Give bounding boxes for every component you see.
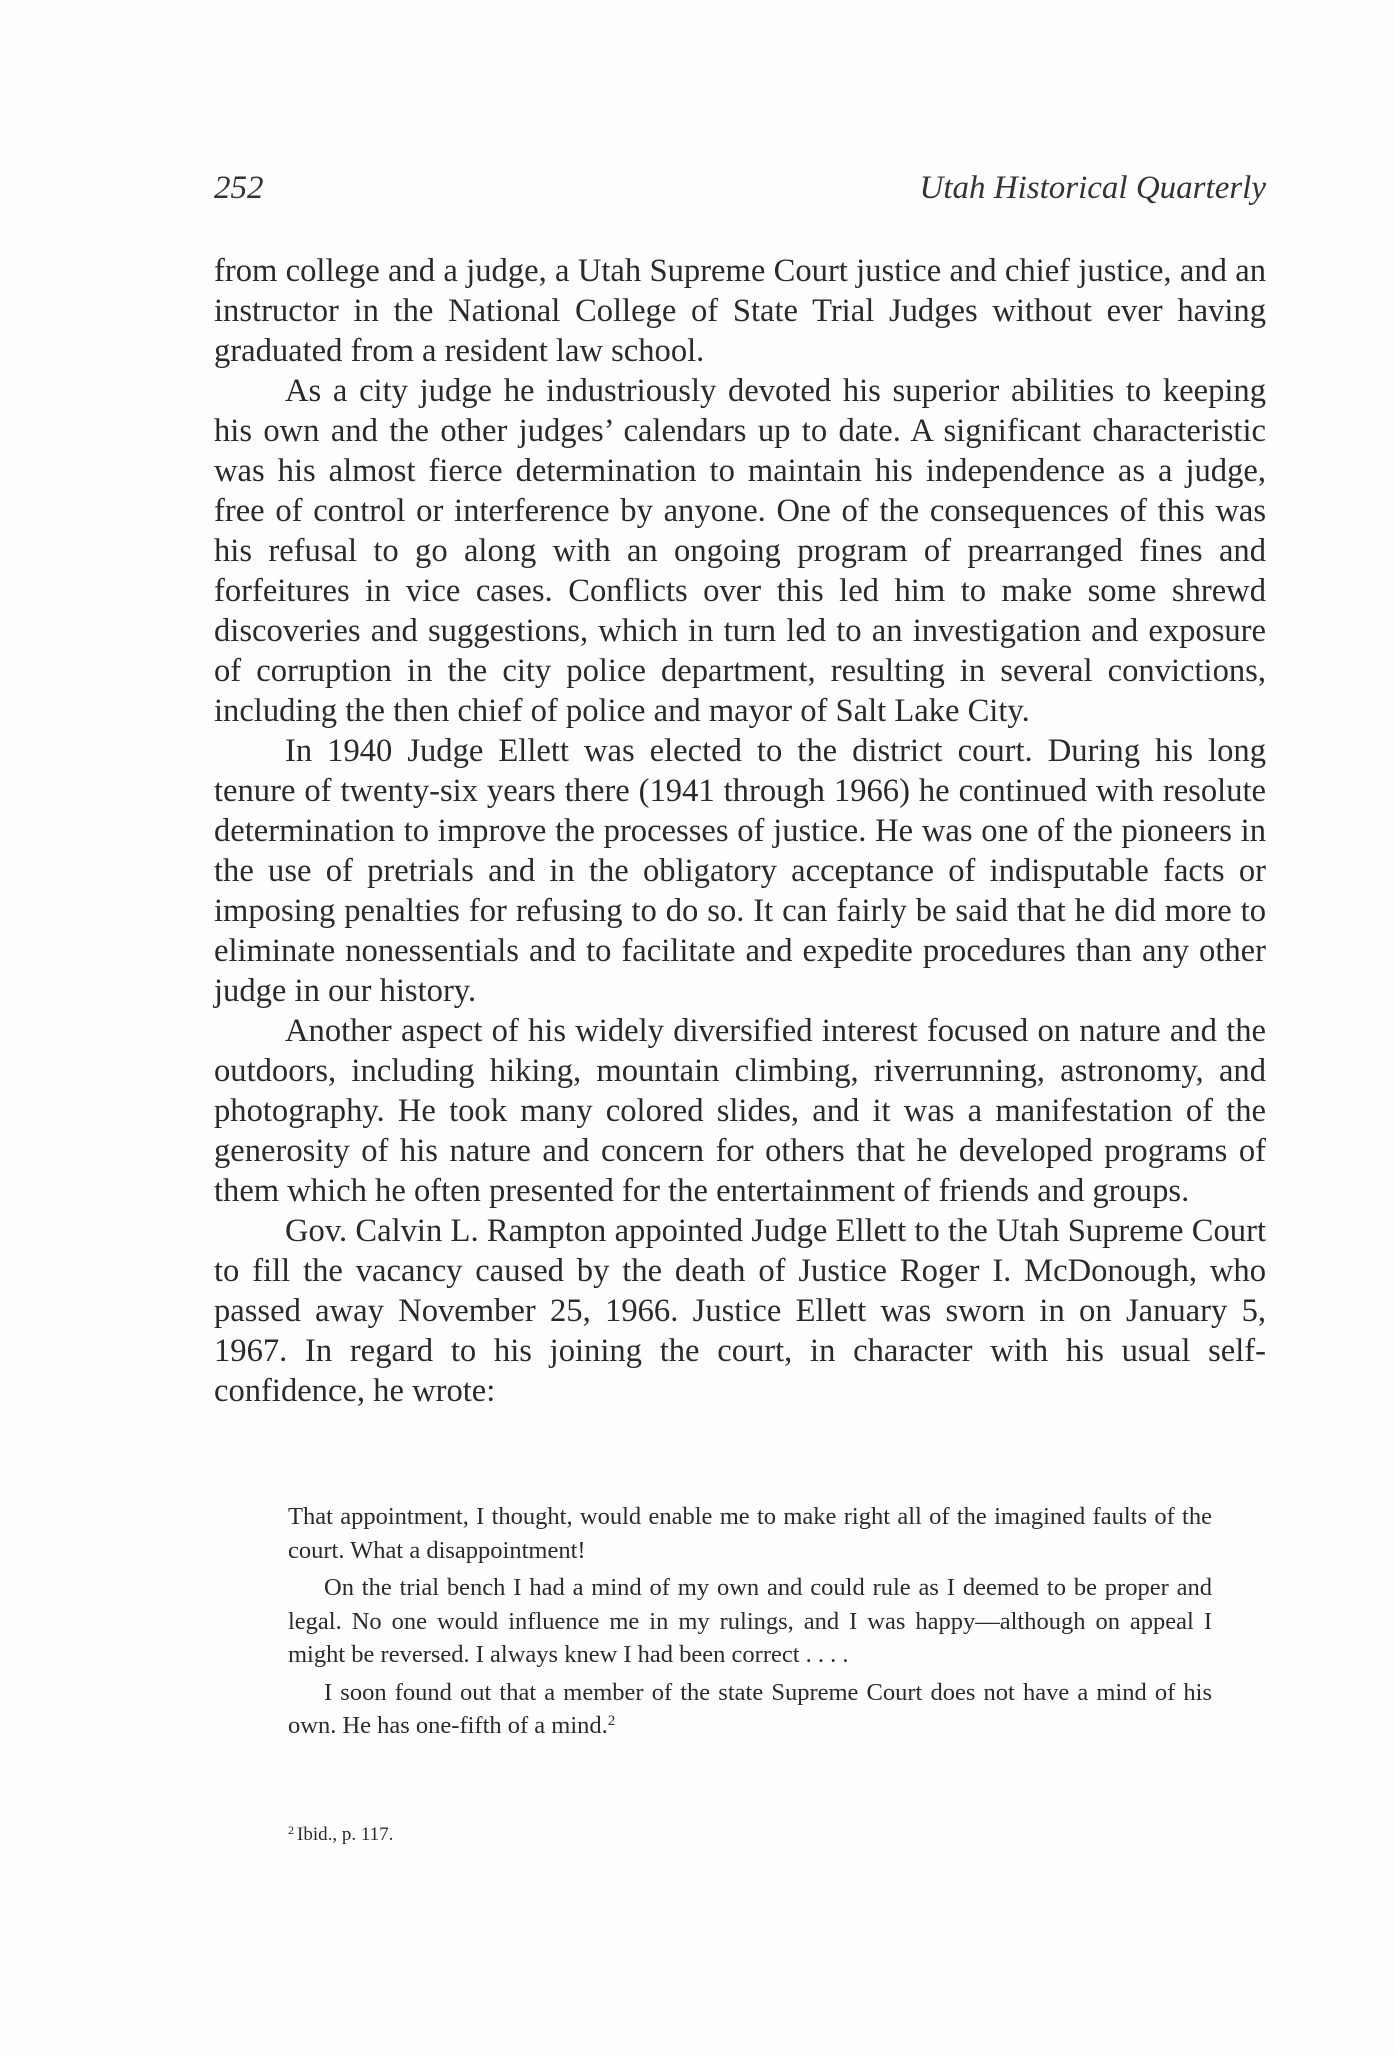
body-paragraph-3: In 1940 Judge Ellett was elected to the district court. During his long tenure of twenty-six years there (1941 through 1966) he continued with resolute determination to improve the processes of justice. He was one of the pioneers in the use of pretrials and in the obligatory acceptance of indisputable facts or imposing penalties for refusing to do so. It can fairly be said that he did more to eliminate nonessentials and to facilitate and expedite procedures than any other judge in our history. [214, 733, 1266, 1009]
footnote-mark: 2 [288, 1823, 294, 1837]
body-paragraph-2: As a city judge he industriously devoted his superior abilities to keeping his own and the other judges’ calendars up to date. A significant characteristic was his almost fierce determination to maintain his independence as a judge, free of control or interference by anyone. One of the consequences of this was his refusal to go along with an ongoing program of prearranged fines and forfeitures in vice cases. Conflicts over this led him to make some shrewd discoveries and suggestions, which in turn led to an investigation and exposure of corruption in the city police department, resulting in several convictions, including the then chief of police and mayor of Salt Lake City. [214, 373, 1266, 729]
quote-paragraph-3-text: I soon found out that a member of the state Supreme Court does not have a mind of his own. He has one-fifth of a mind. [288, 1678, 1212, 1739]
body-text [214, 251, 1266, 1411]
journal-title: Utah Historical Quarterly [919, 170, 1266, 206]
page-number: 252 [214, 170, 264, 206]
quote-paragraph-1: That appointment, I thought, would enable me to make right all of the imagined faults of the court. What a disappointment! [288, 1503, 1212, 1564]
block-quote [288, 1500, 1212, 1743]
quote-paragraph-2: On the trial bench I had a mind of my own and could rule as I deemed to be proper and legal. No one would influence me in my rulings, and I was happy—although on appeal I might be reversed. I always knew I had been correct . . . . [288, 1574, 1212, 1668]
footnote [288, 1823, 393, 1848]
quote-paragraph-3 [288, 1676, 1212, 1743]
footnote-reference: 2 [607, 1711, 616, 1729]
footnote-text: Ibid., p. 117. [297, 1824, 394, 1845]
running-head [214, 170, 1266, 218]
body-paragraph-4: Another aspect of his widely diversified interest focused on nature and the outdoors, including hiking, mountain climbing, riverrunning, astronomy, and photography. He took many colored slides, and it was a manifestation of the generosity of his nature and concern for others that he developed programs of them which he often presented for the entertainment of friends and groups. [214, 1013, 1266, 1209]
body-paragraph-5: Gov. Calvin L. Rampton appointed Judge Ellett to the Utah Supreme Court to fill the vacancy caused by the death of Justice Roger I. McDonough, who passed away November 25, 1966. Justice Ellett was sworn in on January 5, 1967. In regard to his joining the court, in character with his usual self-confidence, he wrote: [214, 1213, 1266, 1409]
body-paragraph-1: from college and a judge, a Utah Supreme Court justice and chief justice, and an instructor in the National College of State Trial Judges without ever having graduated from a resident law school. [214, 253, 1266, 369]
